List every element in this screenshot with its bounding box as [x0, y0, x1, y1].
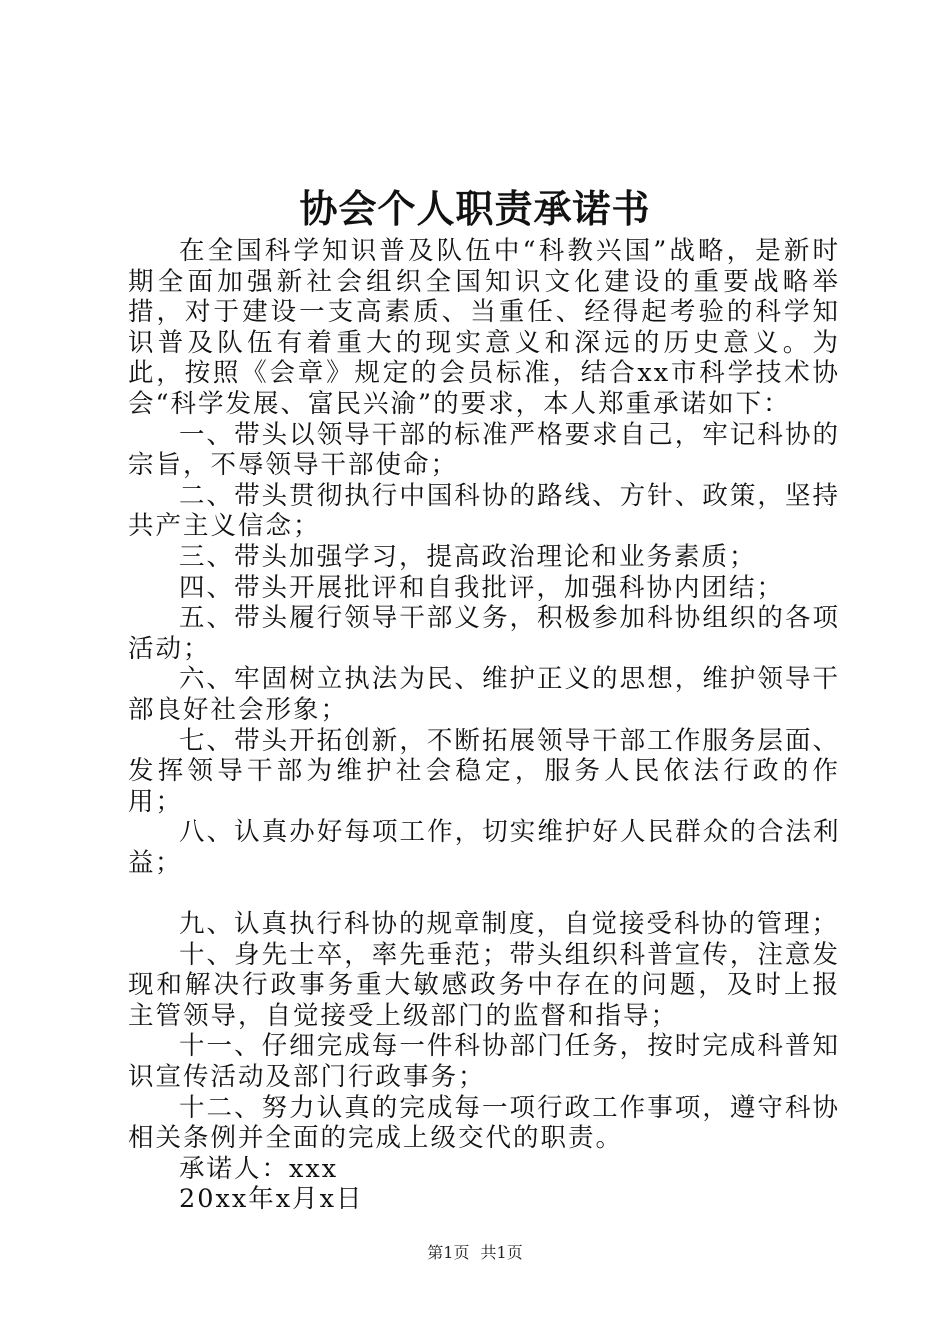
commitment-item-5: 五、带头履行领导干部义务，积极参加科协组织的各项活动；	[128, 603, 840, 664]
commitment-item-2: 二、带头贯彻执行中国科协的路线、方针、政策，坚持共产主义信念；	[128, 480, 840, 542]
commitment-item-11: 十一、仔细完成每一件科协部门任务，按时完成科普知识宣传活动及部门行政事务；	[128, 1031, 840, 1093]
signer-line: 承诺人：xxx	[179, 1153, 339, 1184]
blank-line	[128, 878, 840, 909]
document-title: 协会个人职责承诺书	[299, 186, 651, 231]
commitment-item-7: 七、带头开拓创新，不断拓展领导干部工作服务层面、发挥领导干部为维护社会稳定，服务人民依法行政的作用；	[128, 725, 840, 817]
commitment-item-4: 四、带头开展批评和自我批评，加强科协内团结；	[179, 572, 785, 603]
page-number: 第1页	[427, 1243, 470, 1262]
commitment-item-3: 三、带头加强学习，提高政治理论和业务素质；	[179, 541, 757, 572]
commitment-item-8: 八、认真办好每项工作，切实维护好人民群众的合法利益；	[128, 817, 840, 878]
commitment-item-12: 十二、努力认真的完成每一项行政工作事项，遵守科协相关条例并全面的完成上级交代的职责。	[128, 1092, 840, 1154]
commitment-item-6: 六、牢固树立执法为民、维护正义的思想，维护领导干部良好社会形象；	[128, 664, 840, 725]
commitment-item-10: 十、身先士卒，率先垂范；带头组织科普宣传，注意发现和解决行政事务重大敏感政务中存在的问题，及时上报主管领导，自觉接受上级部门的监督和指导；	[128, 939, 840, 1031]
commitment-item-1: 一、带头以领导干部的标准严格要求自己，牢记科协的宗旨，不辱领导干部使命；	[128, 419, 840, 481]
date-line: 20xx年x月x日	[179, 1184, 364, 1215]
page-footer	[0, 1241, 950, 1265]
page-total: 共1页	[480, 1243, 523, 1262]
commitment-item-9: 九、认真执行科协的规章制度，自觉接受科协的管理；	[179, 909, 840, 940]
document-body	[128, 236, 840, 1215]
intro-paragraph: 在全国科学知识普及队伍中“科教兴国”战略，是新时期全面加强新社会组织全国知识文化建设的重要战略举措，对于建设一支高素质、当重任、经得起考验的科学知识普及队伍有着重大的现实意义和深远的历史意义。为此，按照《会章》规定的会员标准，结合xx市科学技术协会“科学发展、富民兴渝”的要求，本人郑重承诺如下：	[128, 236, 840, 419]
